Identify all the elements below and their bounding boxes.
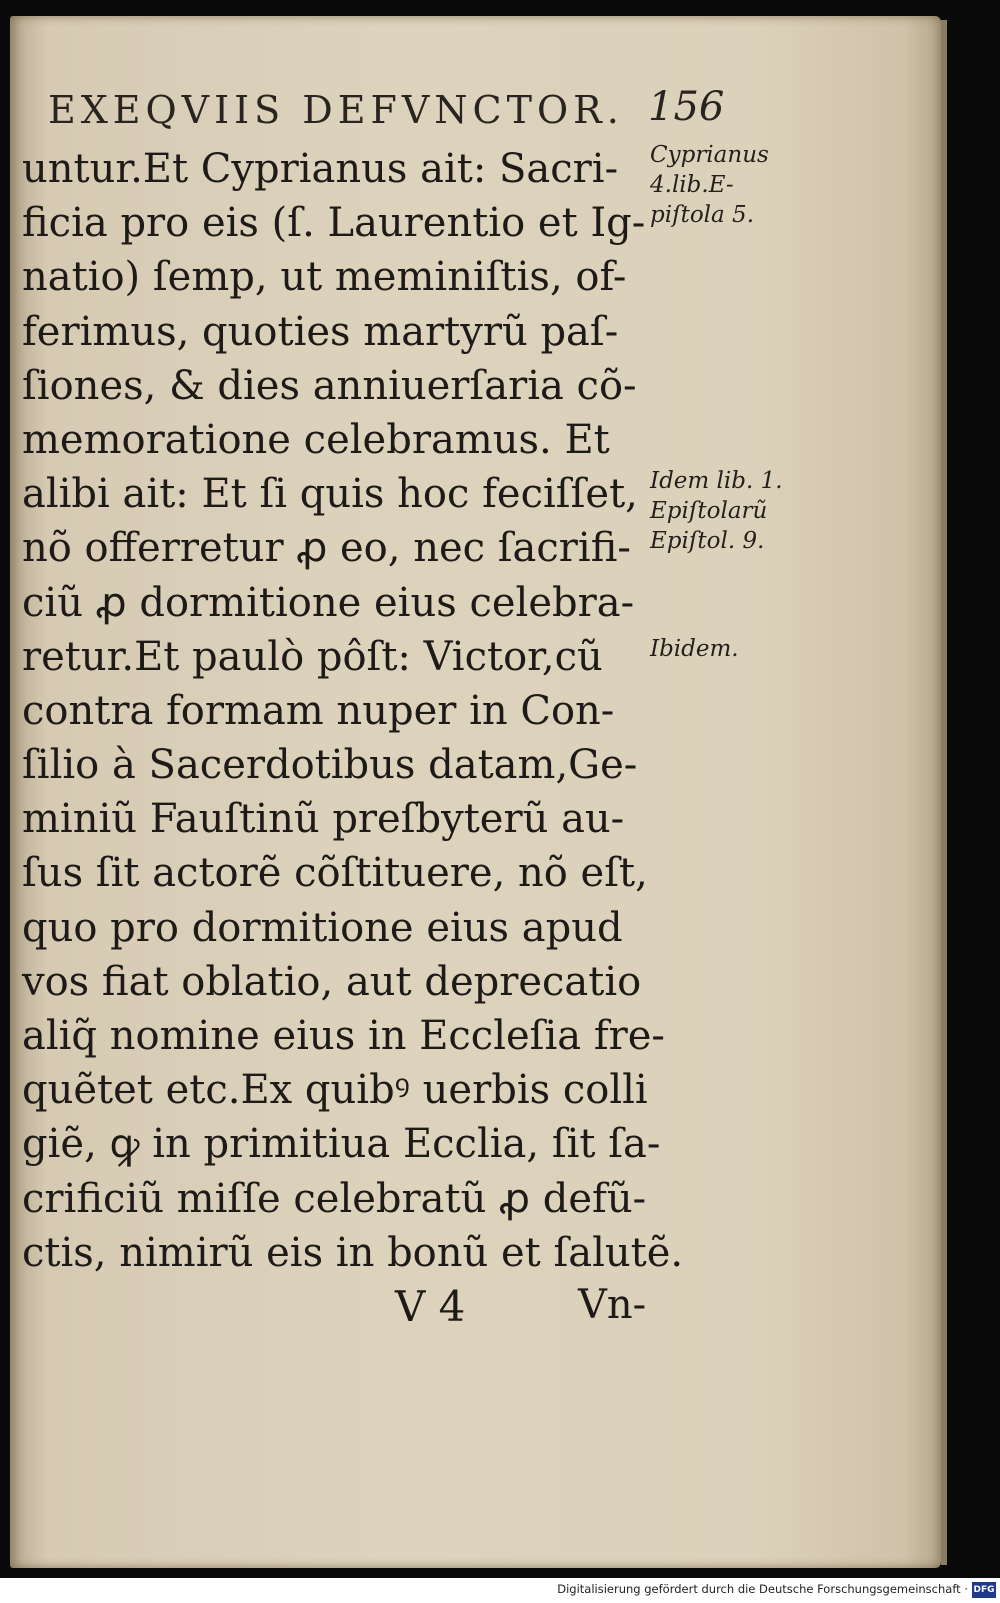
text-line: quẽtet etc.Ex quibꝰ uerbis colli <box>22 1067 648 1114</box>
marginal-note-line: Ibidem. <box>650 636 739 662</box>
text-line: crificiũ miſſe celebratũ ꝓ defũ- <box>22 1175 647 1222</box>
text-line: ſus ſit actorẽ cõſtituere, nõ eſt, <box>22 850 648 897</box>
folio-number: 156 <box>648 84 725 130</box>
text-line: memoratione celebramus. Et <box>22 416 610 463</box>
footer-bar <box>0 1578 1000 1603</box>
running-head: EXEQVIIS DEFVNCTOR. <box>48 88 624 132</box>
text-line: ctis, nimirũ eis in bonũ et ſalutẽ. <box>22 1229 684 1276</box>
marginal-note-ibidem <box>650 634 739 664</box>
text-line: alibi ait: Et ſi quis hoc feciſſet, <box>22 471 638 518</box>
page-edge <box>941 20 947 1565</box>
marginal-note-line: piſtola 5. <box>650 202 755 228</box>
text-line: ſiones, & dies anniuerſaria cõ- <box>22 362 637 409</box>
marginal-note-idem <box>650 466 783 556</box>
marginal-note-line: Epiſtol. 9. <box>650 528 765 554</box>
marginal-note-line: Epiſtolarũ <box>650 498 768 524</box>
text-line: contra formam nuper in Con- <box>22 687 615 734</box>
text-line: untur.Et Cyprianus ait: Sacri- <box>22 146 619 192</box>
text-line: retur.Et paulò pôſt: Victor,cũ <box>22 633 603 680</box>
marginal-note-line: Idem lib. 1. <box>650 468 783 494</box>
text-line: giẽ, ꝙ in primitiua Ecclia, ſit ſa- <box>22 1121 661 1168</box>
text-line: nõ offerretur ꝓ eo, nec ſacrifi- <box>22 525 631 572</box>
text-line: miniũ Fauſtinũ preſbyterũ au- <box>22 796 625 843</box>
funding-credit: Digitalisierung gefördert durch die Deutsche Forschungsgemeinschaft · <box>557 1582 968 1596</box>
marginal-note-line: 4.lib.E- <box>650 172 734 198</box>
marginal-note-cyprian <box>650 140 769 230</box>
text-line: ſilio à Sacerdotibus datam,Ge- <box>22 742 638 789</box>
text-line: aliq̃ nomine eius in Eccleſia fre- <box>22 1013 665 1059</box>
text-line: natio) ſemp, ut meminiſtis, of- <box>22 254 627 301</box>
dfg-logo-icon: DFG <box>972 1582 996 1598</box>
text-line: ferimus, quoties martyrũ paſ- <box>22 308 619 355</box>
main-text-block <box>22 142 684 1280</box>
marginal-note-line: Cyprianus <box>650 142 769 168</box>
text-line: vos fiat oblatio, aut deprecatio <box>22 958 642 1005</box>
text-line: ciũ ꝓ dormitione eius celebra- <box>22 579 635 626</box>
text-line: quo pro dormitione eius apud <box>22 904 623 951</box>
signature-mark: V 4 <box>395 1282 466 1331</box>
text-line: ficia pro eis (ſ. Laurentio et Ig- <box>22 200 646 247</box>
catchword: Vn- <box>578 1282 647 1328</box>
